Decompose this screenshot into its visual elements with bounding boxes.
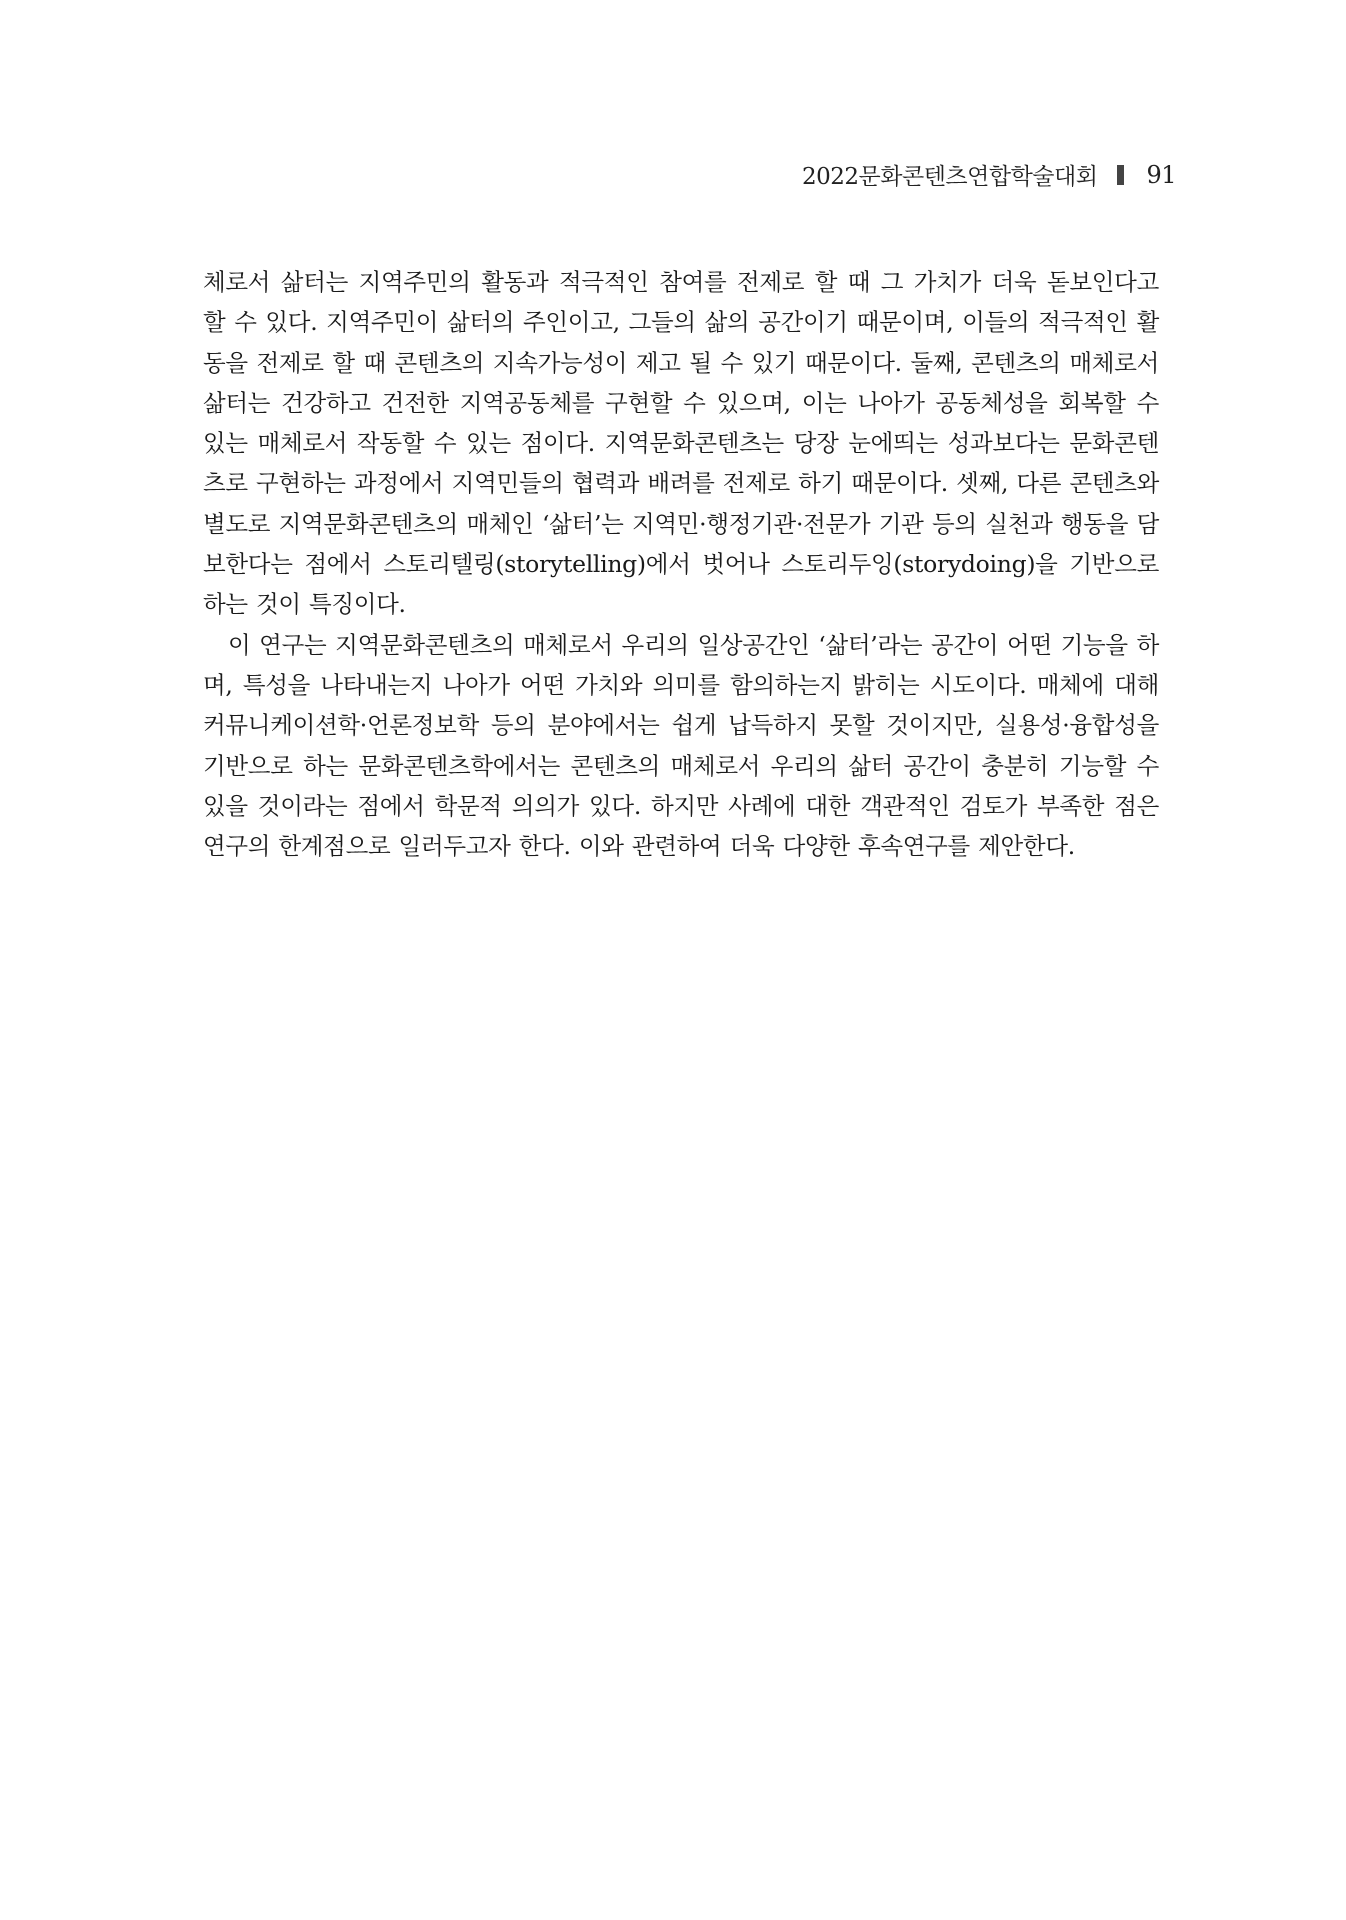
body-text xyxy=(203,262,1159,866)
paragraph-continuation: 체로서 삶터는 지역주민의 활동과 적극적인 참여를 전제로 할 때 그 가치가 더욱 돋보인다고 할 수 있다. 지역주민이 삶터의 주인이고, 그들의 삶의 공간이기 때문이며, 이들의 적극적인 활동을 전제로 할 때 콘텐츠의 지속가능성이 제고 될 수 있기 때문이다. 둘째, 콘텐츠의 매체로서 삶터는 건강하고 건전한 지역공동체를 구현할 수 있으며, 이는 나아가 공동체성을 회복할 수 있는 매체로서 작동할 수 있는 점이다. 지역문화콘텐츠는 당장 눈에띄는 성과보다는 문화콘텐츠로 구현하는 과정에서 지역민들의 협력과 배려를 전제로 하기 때문이다. 셋째, 다른 콘텐츠와 별도로 지역문화콘텐츠의 매체인 ‘삶터’는 지역민·행정기관·전문가 기관 등의 실천과 행동을 담보한다는 점에서 스토리텔링(storytelling)에서 벗어나 스토리두잉(storydoing)을 기반으로 하는 것이 특징이다. xyxy=(203,268,1159,619)
header-separator-bar xyxy=(1117,165,1124,185)
running-title: 2022문화콘텐츠연합학술대회 xyxy=(802,164,1098,190)
running-header xyxy=(802,158,1176,191)
paragraph-conclusion: 이 연구는 지역문화콘텐츠의 매체로서 우리의 일상공간인 ‘삶터’라는 공간이 어떤 기능을 하며, 특성을 나타내는지 나아가 어떤 가치와 의미를 함의하는지 밝히는 시도이다. 매체에 대해 커뮤니케이션학·언론정보학 등의 분야에서는 쉽게 납득하지 못할 것이지만, 실용성·융합성을 기반으로 하는 문화콘텐츠학에서는 콘텐츠의 매체로서 우리의 삶터 공간이 충분히 기능할 수 있을 것이라는 점에서 학문적 의의가 있다. 하지만 사례에 대한 객관적인 검토가 부족한 점은 연구의 한계점으로 일러두고자 한다. 이와 관련하여 더욱 다양한 후속연구를 제안한다. xyxy=(203,630,1159,861)
page-number: 91 xyxy=(1146,160,1176,189)
